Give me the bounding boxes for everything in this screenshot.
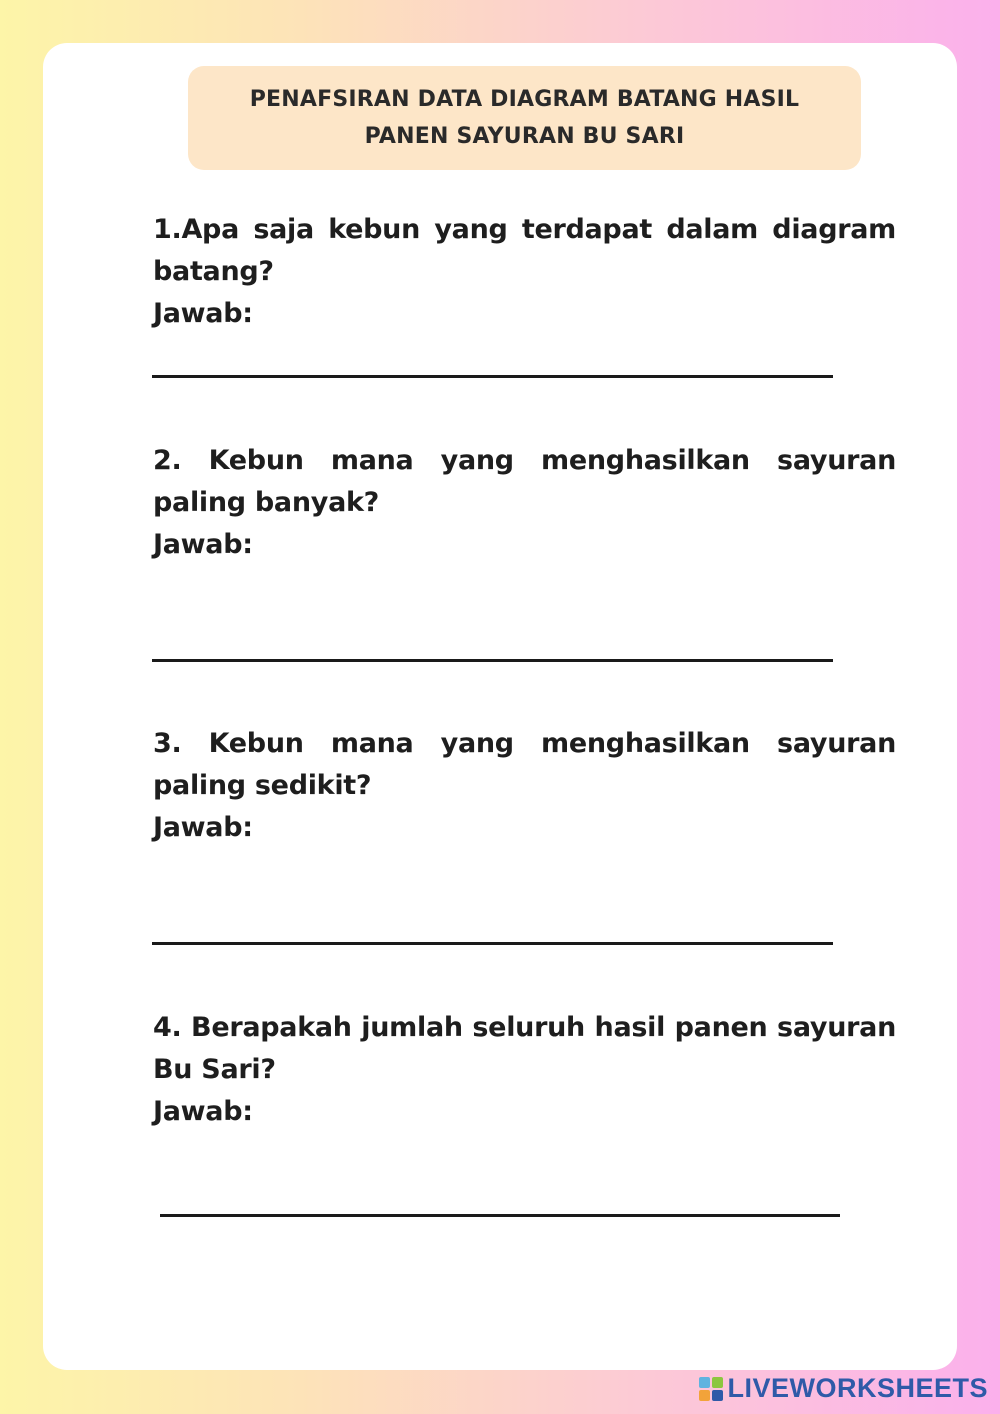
title-banner: [188, 66, 861, 170]
question-1-text: 1.Apa saja kebun yang terdapat dalam diagram batang?: [153, 214, 896, 287]
liveworksheets-brand: [699, 1373, 988, 1404]
answer-line-1[interactable]: [152, 375, 833, 378]
liveworksheets-logo-icon: [699, 1377, 723, 1401]
question-3-text: 3. Kebun mana yang menghasilkan sayuran paling sedikit?: [153, 728, 896, 801]
answer-line-3[interactable]: [152, 942, 833, 945]
question-3: [153, 723, 896, 849]
answer-line-4[interactable]: [160, 1214, 840, 1217]
question-1: [153, 209, 896, 335]
question-2-text: 2. Kebun mana yang menghasilkan sayuran paling banyak?: [153, 445, 896, 518]
question-1-answer-label: Jawab:: [153, 298, 253, 329]
title-line-1: PENAFSIRAN DATA DIAGRAM BATANG HASIL: [249, 87, 800, 112]
question-3-answer-label: Jawab:: [153, 812, 253, 843]
question-4-answer-label: Jawab:: [153, 1096, 253, 1127]
title-line-2: PANEN SAYURAN BU SARI: [364, 124, 685, 149]
question-4-text: 4. Berapakah jumlah seluruh hasil panen sayuran Bu Sari?: [153, 1012, 896, 1085]
question-2-answer-label: Jawab:: [153, 529, 253, 560]
question-2: [153, 440, 896, 566]
question-4: [153, 1007, 896, 1133]
answer-line-2[interactable]: [152, 659, 833, 662]
liveworksheets-wordmark: LIVEWORKSHEETS: [727, 1373, 988, 1403]
